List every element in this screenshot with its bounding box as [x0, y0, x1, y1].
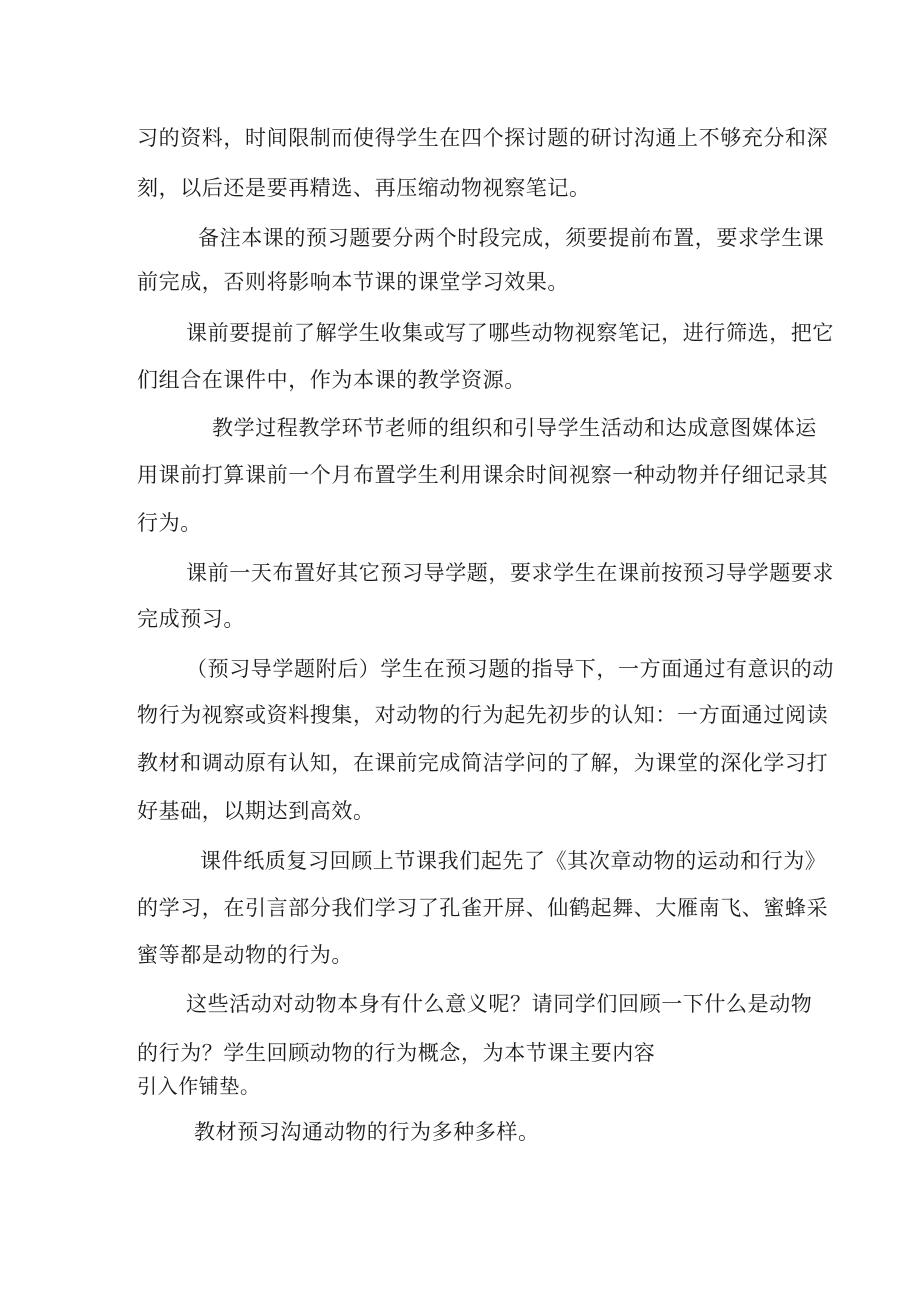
text-line-10: 课前一天布置好其它预习导学题，要求学生在课前按预习导学题要求: [186, 561, 834, 585]
text-line-14: 教材和调动原有认知，在课前完成简洁学问的了解，为课堂的深化学习打: [137, 751, 829, 775]
text-line-6: 们组合在课件中，作为本课的教学资源。: [137, 368, 526, 392]
text-line-16: 课件纸质复习回顾上节课我们起先了《其次章动物的运动和行为》: [200, 849, 827, 873]
text-line-19: 这些活动对动物本身有什么意义呢？请同学们回顾一下什么是动物: [186, 992, 813, 1016]
text-line-1: 习的资料，时间限制而使得学生在四个探讨题的研讨沟通上不够充分和深: [137, 126, 829, 150]
text-line-21: 引入作铺垫。: [137, 1074, 261, 1098]
text-line-17: 的学习，在引言部分我们学习了孔雀开屏、仙鹤起舞、大雁南飞、蜜蜂采: [137, 896, 829, 920]
text-line-15: 好基础，以期达到高效。: [137, 799, 375, 823]
text-line-13: 物行为视察或资料搜集，对动物的行为起先初步的认知：一方面通过阅读: [137, 703, 829, 727]
text-line-9: 行为。: [137, 511, 202, 535]
text-line-2: 刻，以后还是要再精选、再压缩动物视察笔记。: [137, 176, 591, 200]
text-line-7: 教学过程教学环节老师的组织和引导学生活动和达成意图媒体运: [212, 416, 817, 440]
text-line-11: 完成预习。: [137, 607, 245, 631]
text-line-8: 用课前打算课前一个月布置学生利用课余时间视察一种动物并仔细记录其: [137, 463, 829, 487]
text-line-20: 的行为？学生回顾动物的行为概念，为本节课主要内容: [137, 1041, 656, 1065]
text-line-4: 前完成，否则将影响本节课的课堂学习效果。: [137, 270, 569, 294]
text-line-22: 教材预习沟通动物的行为多种多样。: [194, 1120, 540, 1144]
text-line-18: 蜜等都是动物的行为。: [137, 943, 353, 967]
text-line-5: 课前要提前了解学生收集或写了哪些动物视察笔记，进行筛选，把它: [186, 321, 834, 345]
text-line-3: 备注本课的预习题要分两个时段完成，须要提前布置，要求学生课: [198, 226, 825, 250]
text-line-12: （预习导学题附后）学生在预习题的指导下，一方面通过有意识的动: [186, 657, 834, 681]
